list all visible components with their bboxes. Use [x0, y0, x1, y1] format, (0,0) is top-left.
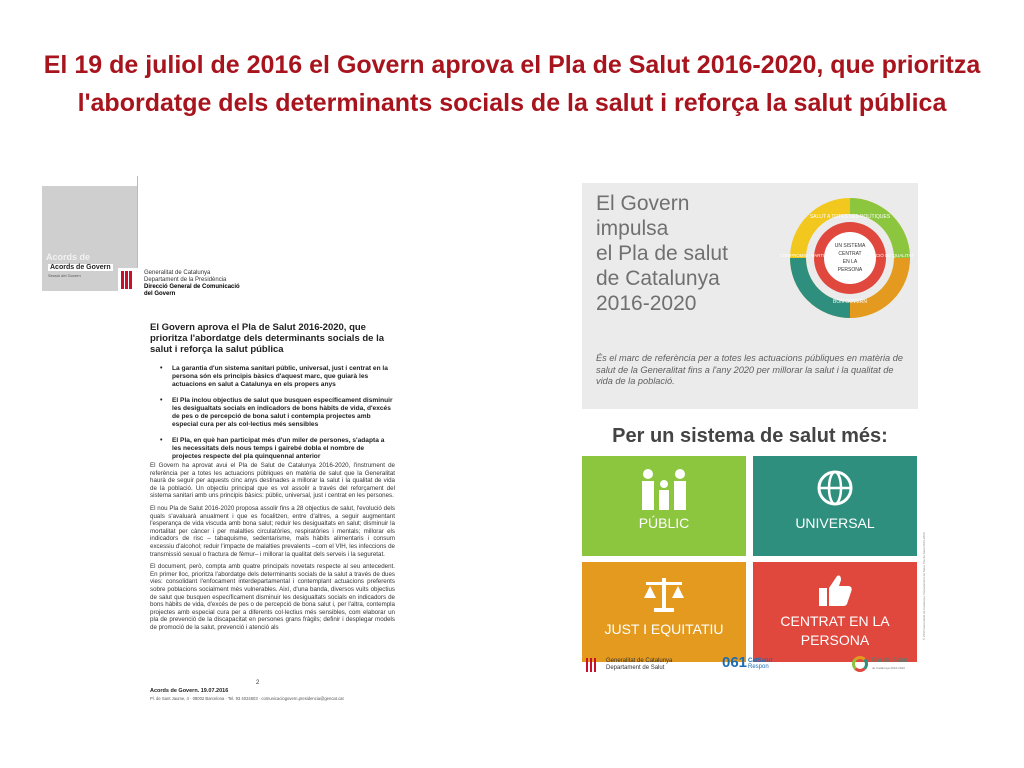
logo-gen-line: Generalitat de Catalunya	[606, 658, 673, 664]
document-title: El Govern aprova el Pla de Salut 2016-2020, que prioritza l'abordatge dels determinants socials de la salut i reforça la salut pública	[150, 322, 385, 355]
thumbs-up-icon	[815, 574, 855, 608]
header-line-1: Generalitat de Catalunya	[144, 270, 211, 276]
headline-line: 2016-2020	[596, 292, 697, 315]
tile-label: JUST I EQUITATIU	[604, 621, 724, 637]
header-line-2: Departament de la Presidència	[144, 277, 227, 283]
document-footer-date: Acords de Govern. 19.07.2016	[150, 688, 229, 694]
ring-center	[824, 232, 876, 284]
cover-sublabel: Acords de Govern	[50, 264, 111, 271]
ring-label-top: SALUT A TOTES LES POLÍTIQUES	[809, 214, 891, 220]
pla-salut-logo-text: Pla de Salut	[872, 657, 908, 664]
body-paragraph: El Govern ha aprovat avui el Pla de Salut de Catalunya 2016-2020, l'instrument de referència per a totes les actuacions públiques en matèria de salut que la Generalitat haurà de seguir per aquests cinc anys destinades a millorar la salut i la qualitat de vida de la població. Un objectiu principal que es vol assolir a través del reforçament del sistema sanitari amb uns principis bàsics: públic, universal, just i centrat en les persones.	[150, 462, 395, 500]
plan-poster	[582, 183, 918, 409]
document-header	[144, 270, 240, 298]
cover-label: Acords de	[46, 252, 91, 262]
header-line-4: del Govern	[144, 291, 176, 297]
tile-label: PÚBLIC	[638, 515, 690, 531]
poster-description: És el marc de referència per a totes les actuacions públiques en matèria de salut de la Generalitat fins a l'any 2020 per millorar la salut i la qualitat de vida de la població.	[596, 353, 903, 386]
ring-label-bottom: BON GOVERN	[833, 299, 867, 305]
side-note	[922, 500, 926, 640]
document-footer-address: Pl. de Sant Jaume, 4 · 08002 Barcelona · Tel. 93 4024603 · comunicaciogovern.presidencia@gencat.cat	[150, 696, 344, 701]
page-number: 2	[256, 680, 260, 686]
slide-title: El 19 de juliol de 2016 el Govern aprova el Pla de Salut 2016-2020, que prioritza l'abordatge dels determinants socials de la salut i reforça la salut pública	[43, 51, 981, 117]
document-bullets	[160, 365, 395, 469]
pla-salut-logo-icon	[852, 656, 868, 672]
generalitat-logo-text	[606, 658, 672, 672]
ring-center-line: EN LA	[842, 259, 858, 265]
catsalut-line: Respon	[748, 664, 769, 670]
headline-line: el Pla de salut	[596, 242, 728, 265]
headline-line: El Govern	[596, 192, 690, 215]
document-body	[150, 462, 395, 636]
pla-salut-logo-sub: de Catalunya 2016-2020	[872, 666, 905, 670]
headline-line: impulsa	[596, 217, 669, 240]
tile-centered	[753, 562, 917, 662]
body-paragraph: El nou Pla de Salut 2016-2020 proposa assolir fins a 28 objectius de salut, l'evolució dels quals s'avaluarà anualment i que es focalitzen, entre d'altres, a seguir augmentant l'esperança de vida viscuda amb bona salut; reduir les desigualtats en salut; disminuir la mortalitat per càncer i per malalties circulatòries, respiratòries i mentals; millorar els indicadors de risc – tabaquisme, sedentarisme, mals hàbits alimentaris i consum excessiu d'alcohol; reduir l'impacte de malalties prevalents –com el VIH, les infeccions de transmissió sexual o fractura de fèmur– i millorar la qualitat dels serveis i la seguretat.	[150, 504, 395, 558]
tile-label: CENTRAT EN LA PERSONA	[780, 613, 890, 648]
tile-public	[582, 456, 746, 556]
headline-line: de Catalunya	[596, 267, 720, 290]
ring-center-line: CENTRAT	[838, 251, 862, 257]
header-line-3: Direcció General de Comunicació	[144, 284, 240, 290]
catsalut-line: CatSalut	[748, 658, 773, 664]
tile-label: UNIVERSAL	[795, 515, 875, 531]
cover-small: Sessió del Govern	[48, 273, 81, 278]
tile-universal	[753, 456, 917, 556]
bullet-item: • La garantia d'un sistema sanitari públic, universal, just i centrat en la persona són els principis bàsics d'aquest marc, que guiarà les actuacions en salut a Catalunya en els propers anys	[160, 365, 395, 389]
poster-headline	[596, 191, 728, 316]
catsalut-logo	[748, 658, 772, 670]
generalitat-logo-icon	[120, 271, 140, 289]
plan-ring-diagram	[779, 197, 914, 319]
logo-bar	[582, 648, 918, 688]
globe-icon	[815, 468, 855, 508]
ring-center-line: UN SISTEMA	[834, 243, 866, 249]
logo-061: 061	[722, 654, 748, 671]
tile-just	[582, 562, 746, 662]
logo-gen-line: Departament de Salut	[606, 665, 665, 671]
bullet-item: • El Pla, en què han participat més d'un miler de persones, s'adapta a les necessitats dels nous temps i gairebé dobla el nombre de projectes respecte del pla quinquennal anterior	[160, 437, 395, 461]
scales-icon	[642, 574, 686, 614]
side-note-text: © 2016 Generalitat de Catalunya. Departament de Salut. Pla de Salut 2016-2020	[922, 532, 926, 640]
family-icon	[634, 468, 694, 512]
system-subtitle: Per un sistema de salut més:	[612, 425, 888, 447]
bullet-item: • El Pla inclou objectius de salut que busquen específicament disminuir les desigualtats socials en indicadors de bons hàbits de vida, d'excés de pes o de percepció de bona salut i contempla projectes amb especial cura per als col·lectius més sensibles	[160, 397, 395, 429]
ring-center-line: PERSONA	[837, 267, 863, 273]
ring-label-left: COMPROMÍS I PARTICIPACIÓ	[779, 253, 843, 258]
ring-label-right: ATENCIÓ DE QUALITAT	[864, 253, 914, 258]
body-paragraph: El document, però, compta amb quatre principals novetats respecte al seu antecedent. En primer lloc, prioritza l'abordatge dels determinants socials de la salut a través de dues vies: consolidant l'enfocament interdepartamental i contemplant actuacions preferents sobre poblacions socialment més vulnerables. Així, d'una banda, diversos vuits objectius de salut que busquen específicament disminuir les desigualtats socials en indicadors de bons hàbits de vida, d'excés de pes o de percepció de bona salut i, per l'altra, contempla projectes amb especial cura per a diferents col·lectius més sensibles, com elaborar un pla de prevenció de la discapacitat en persones grans fràgils; definir i desplegar models de promoció de la salut, prevenció i atenció als	[150, 563, 395, 631]
generalitat-logo-icon	[586, 658, 600, 672]
